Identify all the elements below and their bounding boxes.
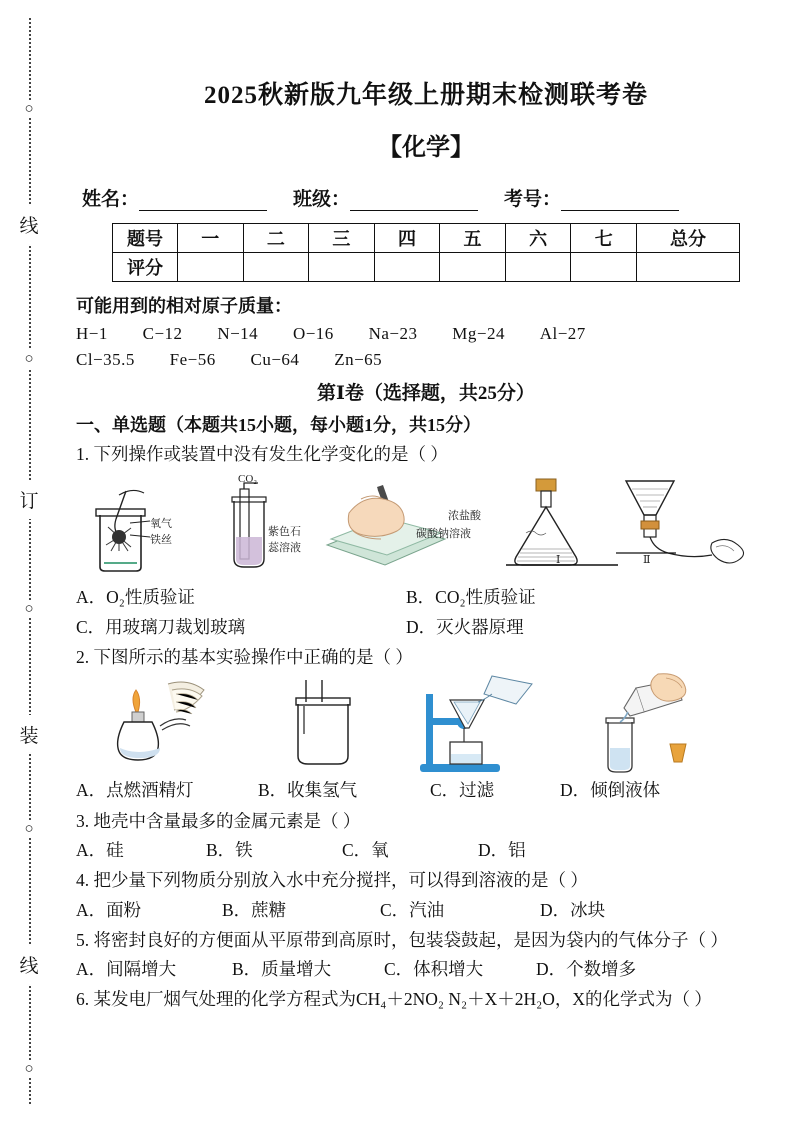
q1-number: 1. [76,444,90,464]
q5-option-c[interactable]: C．体积增大 [384,959,484,980]
mass-cl: Cl−35.5 [76,350,135,369]
table-row [113,253,740,282]
figure-filtration [406,670,556,774]
hole-mark: ○ [14,100,44,118]
label-hydrochloric-acid: 浓盐酸 [448,510,481,523]
col-2: 二 [243,224,309,253]
mass-na: Na−23 [368,324,418,343]
hole-mark: ○ [14,1060,44,1078]
figure-alcohol-lamp [106,674,236,770]
question-2-stem [76,645,776,670]
q2-option-b[interactable]: B．收集氢气 [258,780,358,801]
page-title: 2025秋新版九年级上册期末检测联考卷 [203,82,648,109]
label-sodium-carbonate: 碳酸钠溶液 [416,528,471,541]
question-1-options-row-2 [76,614,776,640]
class-label: 班级： [293,189,351,210]
question-1-figures [76,471,776,581]
exam-no-blank[interactable] [561,193,679,211]
label-oxygen: 氧气 [150,518,172,531]
col-6: 六 [505,224,571,253]
row-label-score: 评分 [113,253,178,282]
mass-zn: Zn−65 [334,350,383,369]
hole-mark: ○ [14,350,44,368]
q4-option-c[interactable]: C．汽油 [380,899,445,920]
student-info-line [76,184,776,211]
label-roman-2: Ⅱ [643,554,651,567]
mass-mg: Mg−24 [452,324,505,343]
q3-option-a[interactable]: A．硅 [76,839,124,860]
score-cell-6[interactable] [505,253,571,282]
q3-option-d[interactable]: D．铝 [478,839,526,860]
q4-number: 4. [76,870,90,891]
mass-al: Al−27 [539,324,586,343]
q6-number: 6. [76,989,90,1010]
question-2-figures [76,674,776,774]
q4-option-a[interactable]: A．面粉 [76,899,142,920]
q2-number: 2. [76,646,90,667]
margin-char-xian: 线 [12,205,46,244]
table-row [113,224,740,253]
score-table [112,223,740,282]
q4-text: 把少量下列物质分别放入水中充分搅拌，可以得到溶液的是（ ） [93,870,588,891]
label-roman-1: Ⅰ [556,554,561,567]
mass-n: N−14 [217,324,259,343]
col-5: 五 [440,224,506,253]
question-3-options [76,837,776,863]
subject-title: 【化学】 [378,135,474,161]
mass-fe: Fe−56 [169,350,216,369]
q4-option-b[interactable]: B．蔗糖 [222,899,287,920]
figure-oxygen-jar [86,479,196,577]
mass-cu: Cu−64 [250,350,300,369]
q1-text: 下列操作或装置中没有发生化学变化的是（ ） [93,444,448,464]
question-6-stem [76,987,776,1012]
question-4-stem [76,868,776,893]
figure-pouring-liquid [566,674,716,774]
q2-option-a[interactable]: A．点燃酒精灯 [76,780,194,801]
question-4-options [76,897,776,923]
dashed-cut-line [29,18,31,1104]
q3-option-c[interactable]: C．氧 [342,839,389,860]
q1-option-c[interactable]: C．用玻璃刀裁划玻璃 [76,616,246,637]
question-1-stem [76,442,776,467]
q2-text: 下图所示的基本实验操作中正确的是（ ） [93,646,413,667]
margin-char-xian2: 线 [12,945,46,984]
question-5-stem [76,928,776,953]
question-1-options-row-1 [76,584,776,610]
figure-co2-litmus [224,471,320,575]
label-co2: CO₂ [238,473,258,486]
margin-char-zhuang: 装 [12,715,46,754]
q1-option-d[interactable]: D．灭火器原理 [406,616,524,637]
col-1: 一 [178,224,244,253]
q5-text: 将密封良好的方便面从平原带到高原时，包装袋鼓起，是因为袋内的气体分子（ ） [93,929,728,950]
figure-gas-collection [276,676,376,770]
mass-h: H−1 [76,324,108,343]
label-iron-wire: 铁丝 [150,534,172,547]
atomic-mass-label: 可能用到的相对原子质量： [76,296,292,316]
q6-text: 某发电厂烟气处理的化学方程式为CH₄＋2NO₂ N₂＋X＋2H₂O，X的化学式为（ ） [93,989,712,1010]
q4-option-d[interactable]: D．冰块 [540,899,606,920]
score-cell-5[interactable] [440,253,506,282]
q5-option-b[interactable]: B．质量增大 [232,959,332,980]
q5-number: 5. [76,929,90,950]
q5-option-d[interactable]: D．个数增多 [536,959,637,980]
q3-option-b[interactable]: B．铁 [206,839,253,860]
score-cell-3[interactable] [309,253,375,282]
margin-char-ding: 订 [12,480,46,519]
mass-o: O−16 [292,324,334,343]
score-cell-4[interactable] [374,253,440,282]
atomic-mass-line-2 [76,350,776,370]
hole-mark: ○ [14,820,44,838]
name-blank[interactable] [139,193,267,211]
score-cell-total[interactable] [637,253,740,282]
score-cell-1[interactable] [178,253,244,282]
exam-no-label: 考号： [504,189,562,210]
q5-option-a[interactable]: A．间隔增大 [76,959,177,980]
part-1-heading: 第Ⅰ卷（选择题，共25分） [317,383,535,404]
col-4: 四 [374,224,440,253]
question-5-options [76,956,776,982]
q2-option-d[interactable]: D．倾倒液体 [560,780,661,801]
class-blank[interactable] [350,193,478,211]
binding-margin [0,0,58,1122]
section-1-heading: 一、单选题（本题共15小题，每小题1分，共15分） [76,415,481,435]
q1-option-b[interactable]: B．CO₂性质验证 [406,587,536,608]
hole-mark: ○ [14,600,44,618]
col-3: 三 [309,224,375,253]
label-purple-litmus-1: 紫色石 [268,526,301,539]
q1-option-a[interactable]: A．O₂性质验证 [76,587,195,608]
col-7: 七 [571,224,637,253]
score-cell-2[interactable] [243,253,309,282]
q2-option-c[interactable]: C．过滤 [430,780,495,801]
q3-number: 3. [76,810,90,831]
name-label: 姓名： [82,189,140,210]
col-total: 总分 [637,224,740,253]
mass-c: C−12 [142,324,183,343]
atomic-mass-line-1 [76,324,776,344]
question-3-stem [76,809,776,834]
question-2-options [76,777,776,803]
score-cell-7[interactable] [571,253,637,282]
q3-text: 地壳中含量最多的金属元素是（ ） [93,810,361,831]
row-label-number: 题号 [113,224,178,253]
page-content [76,0,776,1122]
label-purple-litmus-2: 蕊溶液 [268,542,301,555]
